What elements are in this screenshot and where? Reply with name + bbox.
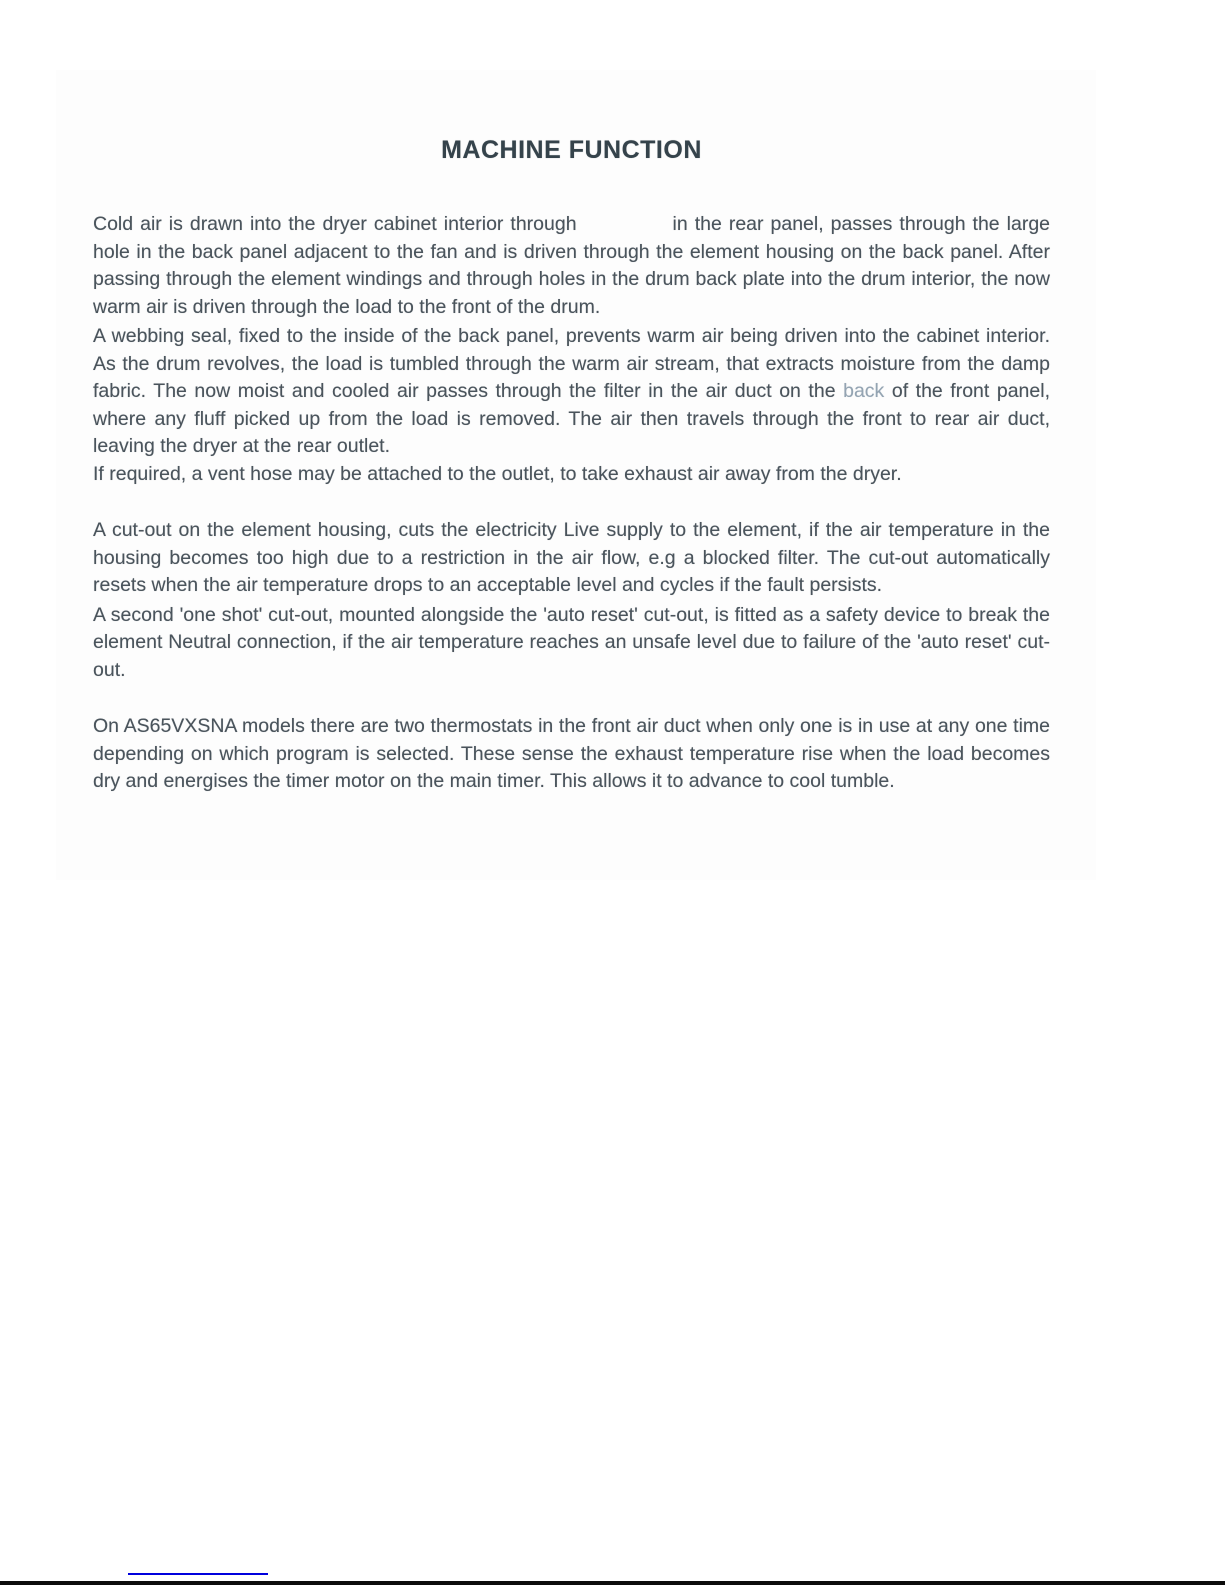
paragraph-vent-hose: If required, a vent hose may be attached to the outlet, to take exhaust air away from the dryer.: [93, 462, 902, 485]
paragraph-airflow-path: [93, 211, 1050, 321]
paragraph-thermostats: On AS65VXSNA models there are two thermostats in the front air duct when only one is in use at any one time depending on which program is selected. These sense the exhaust temperature rise when the load becomes dry and energises the timer motor on the main timer. This allows it to advance to cool tumble.: [93, 715, 1050, 792]
paragraph-airflow-part1: Cold air is drawn into the dryer cabinet interior through: [93, 213, 577, 235]
paragraph-cutout-auto-reset: A cut-out on the element housing, cuts the electricity Live supply to the element, if the air temperature in the housing becomes too high due to a restriction in the air flow, e.g a blocked filter. The cut-out automatically resets when the air temperature drops to an acceptable level and cycles if the fault persists.: [93, 519, 1050, 596]
paragraph-webbing-seal: [93, 323, 1050, 461]
paragraph-webbing-part2: of the front panel, where any fluff picked up from the load is removed. The air then travels through the front to rear air duct, leaving the dryer at the rear outlet.: [93, 380, 1050, 457]
paragraph-webbing-part1: A webbing seal, fixed to the inside of the back panel, prevents warm air being driven into the cabinet interior. As the drum revolves, the load is tumbled through the warm air stream, that extracts moisture from the damp fabric. The now moist and cooled air passes through the filter in the air duct on the: [93, 325, 1050, 402]
footer-link-underline[interactable]: [128, 1573, 268, 1575]
redacted-blank-gap: [584, 229, 666, 230]
body-text-column: [93, 211, 1050, 796]
page-bottom-border: [0, 1581, 1225, 1585]
page-title: MACHINE FUNCTION: [441, 136, 702, 164]
paragraph-cutout-one-shot: A second 'one shot' cut-out, mounted alongside the 'auto reset' cut-out, is fitted as a safety device to break the element Neutral connection, if the air temperature reaches an unsafe level due to failure of the 'auto reset' cut-out.: [93, 603, 1050, 681]
paragraph-airflow-part2: in the rear panel, passes through the large hole in the back panel adjacent to the fan and is driven through the element housing on the back panel. After passing through the element windings and through holes in the drum back plate into the drum interior, the now warm air is driven through the load to the front of the drum.: [93, 213, 1051, 318]
faded-word-back: back: [843, 380, 885, 402]
